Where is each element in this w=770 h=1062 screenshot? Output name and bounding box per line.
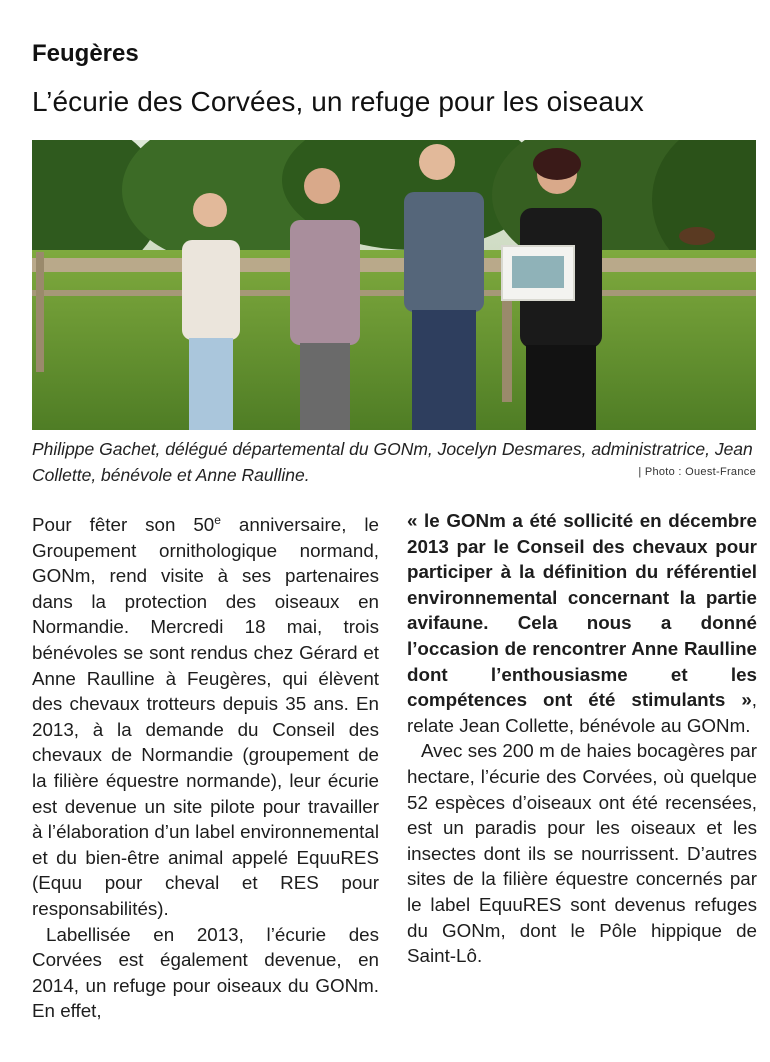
article-column-2 (407, 508, 757, 969)
photo-caption: Philippe Gachet, délégué départemental du GONm, Jocelyn Desmares, administratrice, Jean Collette, bénévole et Anne Raulline. (32, 439, 753, 485)
quote: « le GONm a été sollicité en décembre 2013 par le Conseil des chevaux pour participer à la définition du référentiel environnemental concernant la partie avifaune. Cela nous a donné l’occasion de rencontrer Anne Raulline dont l’enthousiasme et les compétences ont été stimulants » (407, 510, 757, 711)
ordinal-superscript: e (214, 513, 221, 527)
article-kicker: Feugères (32, 40, 139, 67)
paragraph-1-start: Pour fêter son 50 (32, 514, 215, 535)
article-photo (32, 140, 756, 430)
photo-credit: | Photo : Ouest-France (638, 466, 756, 478)
article-headline: L’écurie des Corvées, un refuge pour les oiseaux (32, 86, 644, 117)
paragraph-1-rest: anniversaire, le Groupement ornithologique normand, GONm, rend visite à ses partenaires dans la protection des oiseaux en Normandie. Mercredi 18 mai, trois bénévoles se sont rendus chez Gérard et Anne Raulline à Feugères, qui élèvent des chevaux trotteurs depuis 35 ans. En 2013, à la demande du Conseil des chevaux de Normandie (groupement de la filière équestre normande), leur écurie est devenue un site pilote pour travailler à l’élaboration d’un label environnemental et du bien-être animal appelé EquuRES (Equu pour cheval et RES pour responsabilités). (32, 514, 379, 919)
article-column-1 (32, 508, 379, 1024)
paragraph-2-intro: Labellisée en 2013, l’écurie des Corvées est également devenue, en 2014, un refuge pour oiseaux du GONm. En effet, (32, 923, 379, 1022)
paragraph-1 (32, 508, 379, 922)
paragraph-2-continued (407, 508, 757, 738)
paragraph-3: Avec ses 200 m de haies bocagères par hectare, l’écurie des Corvées, où quelque 52 espèces d’oiseaux ont été recensées, est un paradis pour les oiseaux et les insectes dont ils se nourrissent. D’autres sites de la filière équestre concernés par le label EquuRES sont devenus refuges du GONm, dont le Pôle hippique de Saint-Lô. (407, 740, 757, 967)
paragraph-2-start (32, 922, 379, 1024)
quote-attribution: , relate Jean Collette, bénévole au GONm. (407, 689, 757, 736)
